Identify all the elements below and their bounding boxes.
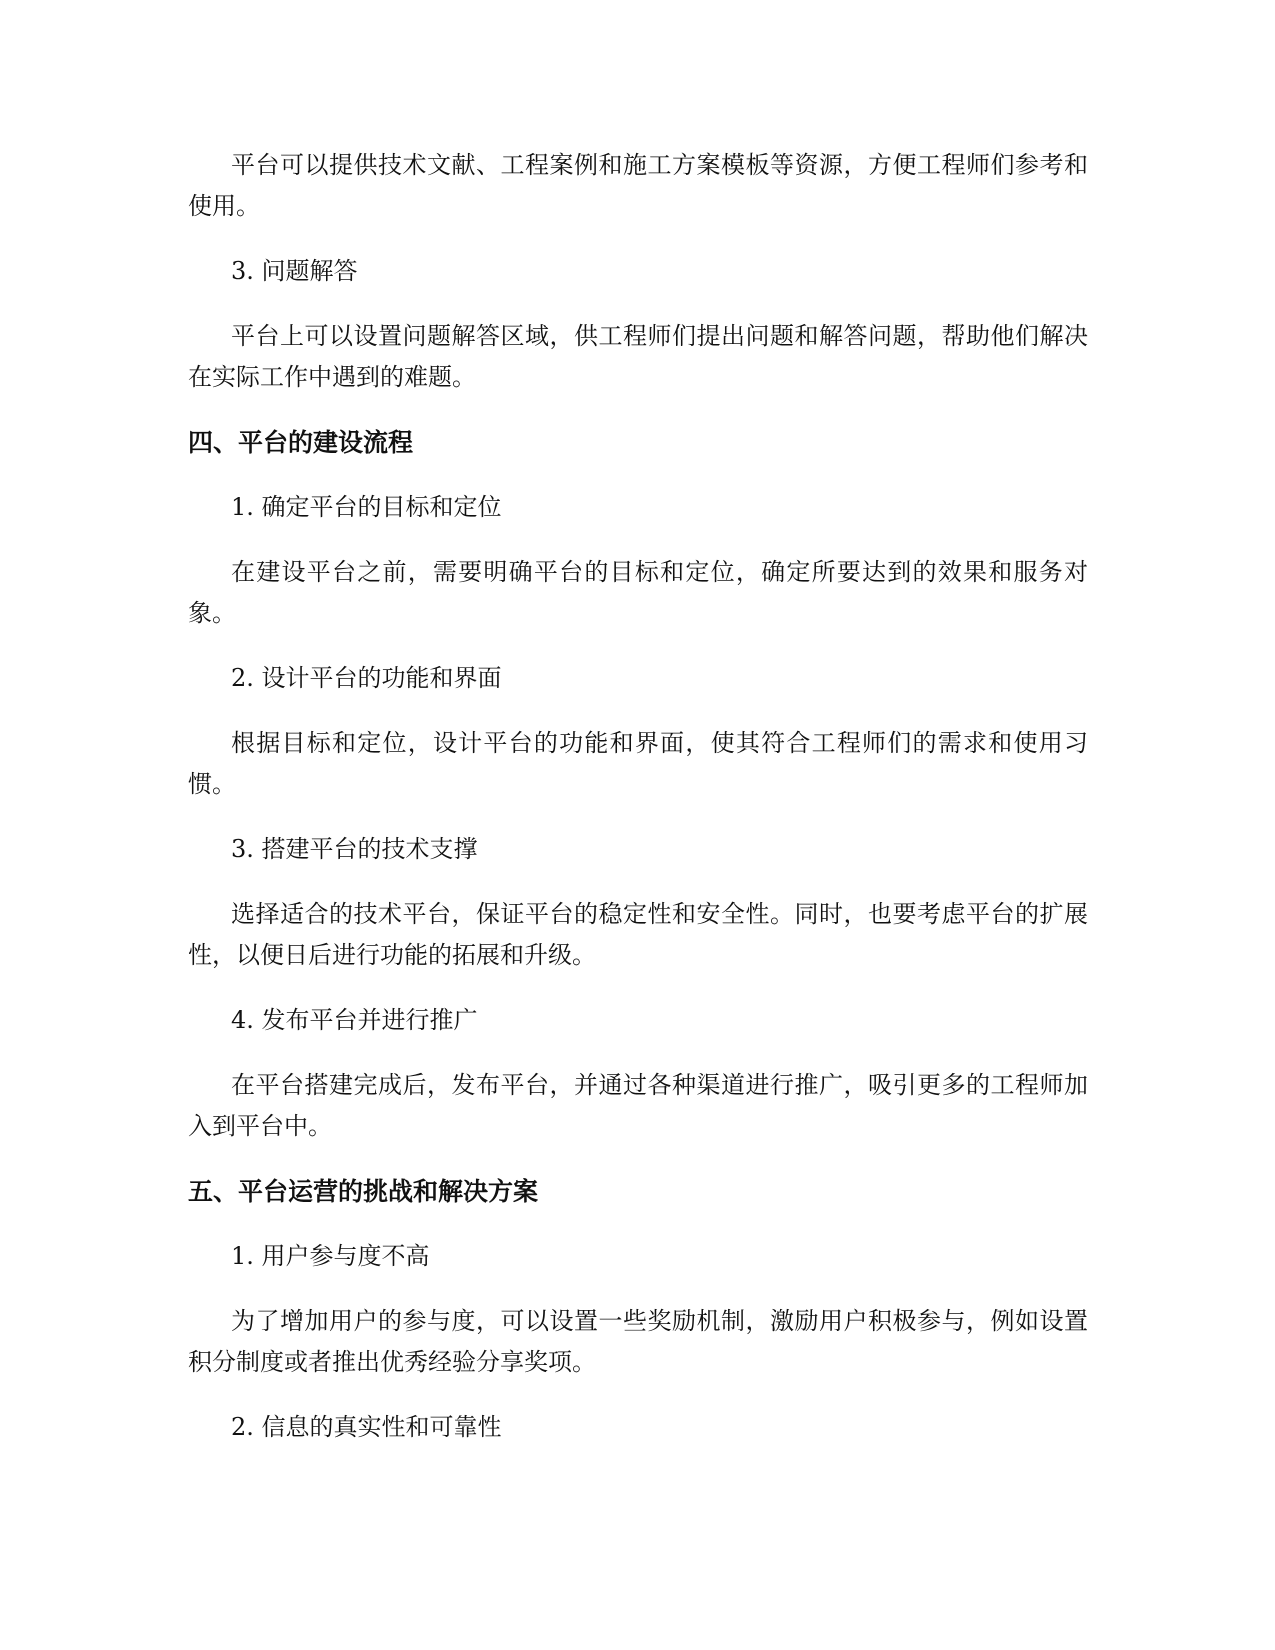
paragraph: 为了增加用户的参与度，可以设置一些奖励机制，激励用户积极参与，例如设置积分制度或者推出优秀经验分享奖项。 xyxy=(188,1307,1088,1376)
list-item: 1. 确定平台的目标和定位 xyxy=(231,493,502,521)
paragraph: 选择适合的技术平台，保证平台的稳定性和安全性。同时，也要考虑平台的扩展性，以便日后进行功能的拓展和升级。 xyxy=(188,900,1088,969)
list-item: 1. 用户参与度不高 xyxy=(231,1242,430,1270)
paragraph: 平台上可以设置问题解答区域，供工程师们提出问题和解答问题，帮助他们解决在实际工作中遇到的难题。 xyxy=(188,322,1088,391)
list-item: 4. 发布平台并进行推广 xyxy=(231,1006,478,1034)
list-item: 3. 问题解答 xyxy=(231,257,358,285)
paragraph: 在平台搭建完成后，发布平台，并通过各种渠道进行推广，吸引更多的工程师加入到平台中。 xyxy=(188,1071,1088,1140)
paragraph: 在建设平台之前，需要明确平台的目标和定位，确定所要达到的效果和服务对象。 xyxy=(188,558,1088,627)
list-item: 3. 搭建平台的技术支撑 xyxy=(231,835,478,863)
list-item: 2. 设计平台的功能和界面 xyxy=(231,664,502,692)
list-item: 2. 信息的真实性和可靠性 xyxy=(231,1413,502,1441)
section-heading: 五、平台运营的挑战和解决方案 xyxy=(188,1177,539,1206)
paragraph: 平台可以提供技术文献、工程案例和施工方案模板等资源，方便工程师们参考和使用。 xyxy=(188,151,1088,220)
paragraph: 根据目标和定位，设计平台的功能和界面，使其符合工程师们的需求和使用习惯。 xyxy=(188,729,1088,798)
document-body xyxy=(188,145,1088,1472)
section-heading: 四、平台的建设流程 xyxy=(188,428,414,457)
